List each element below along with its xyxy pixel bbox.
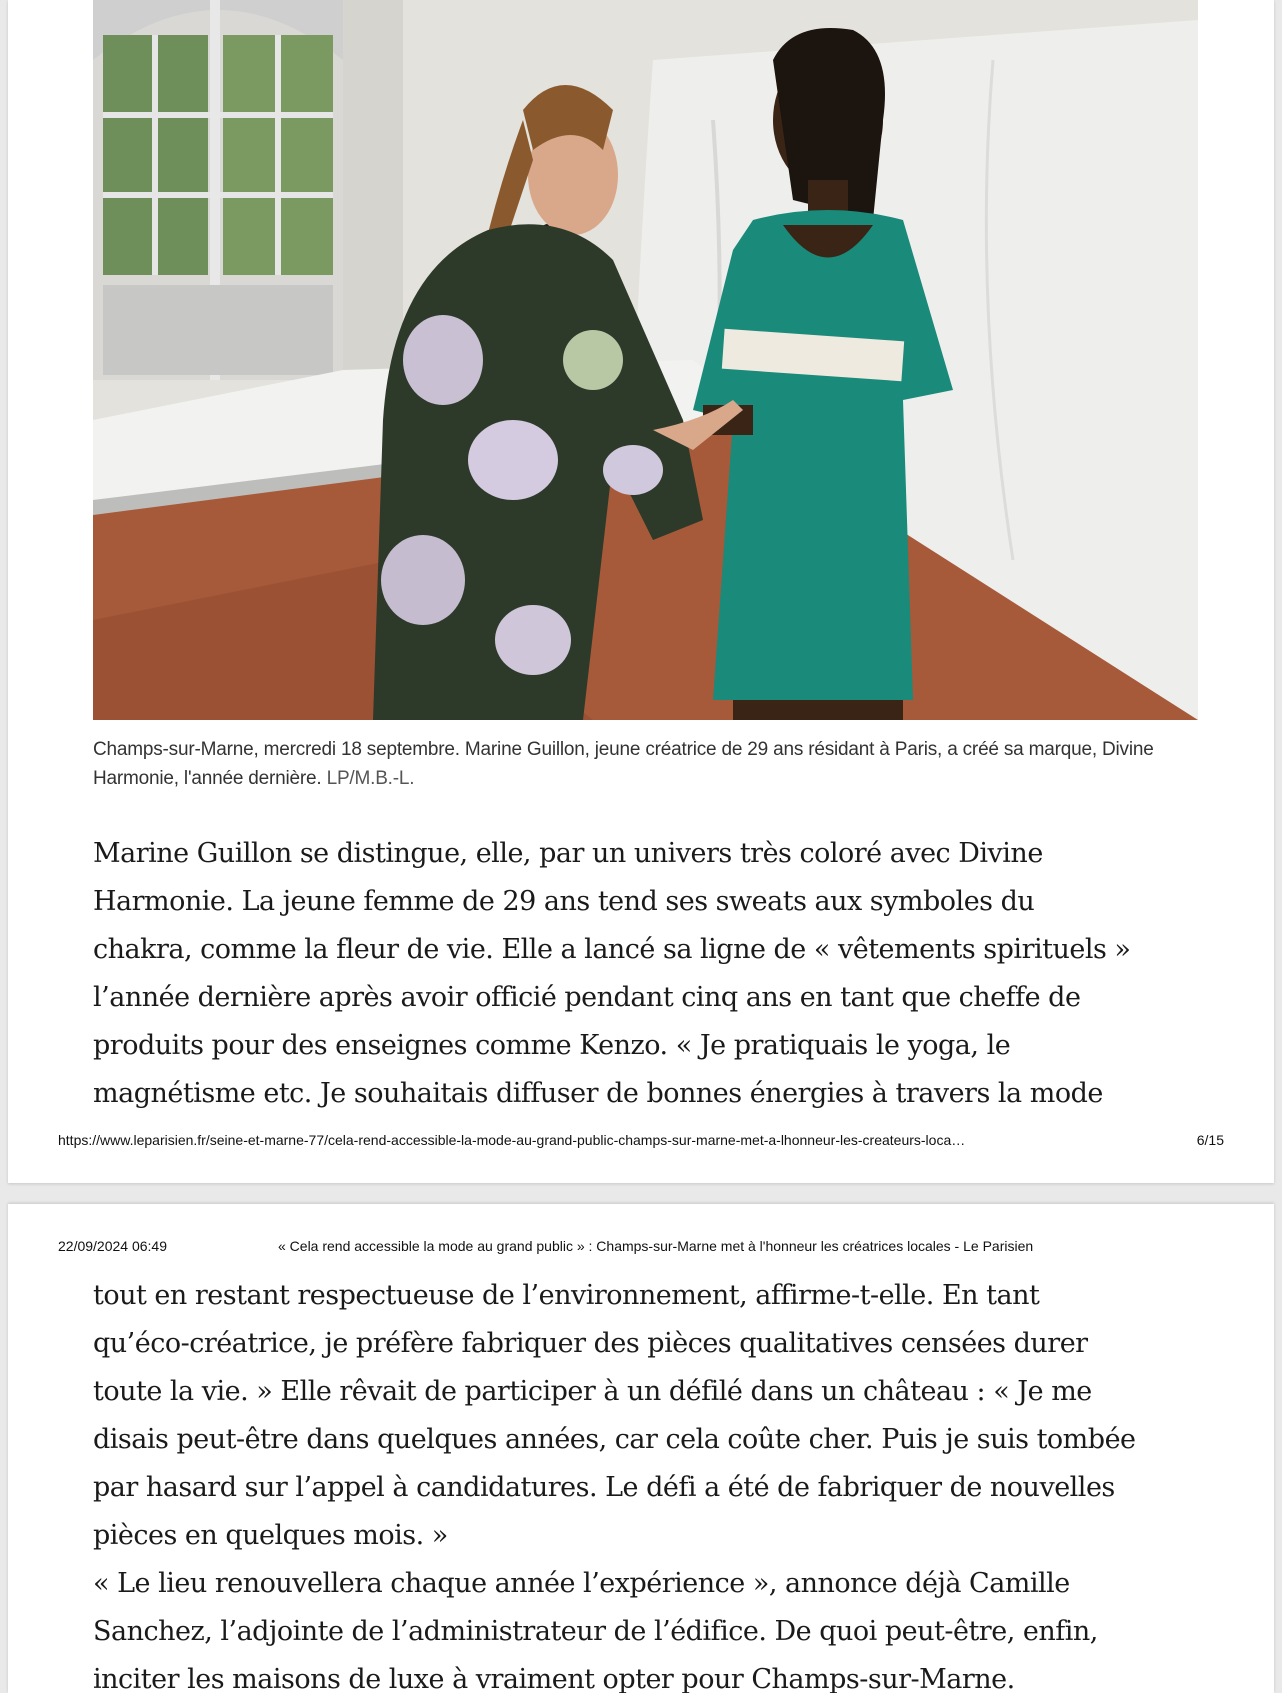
body-line: Harmonie. La jeune femme de 29 ans tend ses sweats aux symboles du	[93, 886, 1035, 917]
article-body	[93, 1272, 1243, 1693]
photo-caption	[93, 735, 1203, 793]
print-date: 22/09/2024 06:49	[58, 1238, 167, 1254]
article-photo	[93, 0, 1198, 720]
footer-url: https://www.leparisien.fr/seine-et-marne-77/cela-rend-accessible-la-mode-au-grand-public-champs-sur-marne-met-a-lhonneur-les-createurs-loca…	[58, 1132, 966, 1148]
body-line: Sanchez, l’adjointe de l’administrateur de l’édifice. De quoi peut-être, enfin,	[93, 1616, 1098, 1647]
body-line: chakra, comme la fleur de vie. Elle a lancé sa ligne de « vêtements spirituels »	[93, 934, 1131, 965]
body-line: l’année dernière après avoir officié pendant cinq ans en tant que cheffe de	[93, 982, 1081, 1013]
body-line: produits pour des enseignes comme Kenzo. « Je pratiquais le yoga, le	[93, 1030, 1011, 1061]
body-line: Marine Guillon se distingue, elle, par un univers très coloré avec Divine	[93, 838, 1043, 869]
print-header-title: « Cela rend accessible la mode au grand public » : Champs-sur-Marne met à l'honneur les créatrices locales - Le Parisien	[278, 1238, 1034, 1254]
body-line: magnétisme etc. Je souhaitais diffuser de bonnes énergies à travers la mode	[93, 1078, 1103, 1109]
caption-text: Champs-sur-Marne, mercredi 18 septembre. Marine Guillon, jeune créatrice de 29 ans résidant à Paris, a créé sa marque, Divine Harmonie, l'année dernière.	[93, 739, 1154, 789]
page-number: 6/15	[1196, 1132, 1224, 1148]
body-line: disais peut-être dans quelques années, car cela coûte cher. Puis je suis tombée	[93, 1424, 1136, 1455]
article-body	[93, 830, 1243, 1118]
photo-credit: LP/M.B.-L.	[326, 768, 415, 789]
pdf-page-1	[8, 0, 1274, 1183]
body-line: par hasard sur l’appel à candidatures. Le défi a été de fabriquer de nouvelles	[93, 1472, 1115, 1503]
body-line: pièces en quelques mois. »	[93, 1520, 448, 1551]
pdf-page-2	[8, 1204, 1274, 1693]
body-line: « Le lieu renouvellera chaque année l’expérience », annonce déjà Camille	[93, 1568, 1070, 1599]
body-line: inciter les maisons de luxe à vraiment opter pour Champs-sur-Marne.	[93, 1664, 1015, 1693]
body-line: toute la vie. » Elle rêvait de participer à un défilé dans un château : « Je me	[93, 1376, 1092, 1407]
body-line: qu’éco-créatrice, je préfère fabriquer des pièces qualitatives censées durer	[93, 1328, 1088, 1359]
body-line: tout en restant respectueuse de l’environnement, affirme-t-elle. En tant	[93, 1280, 1040, 1311]
